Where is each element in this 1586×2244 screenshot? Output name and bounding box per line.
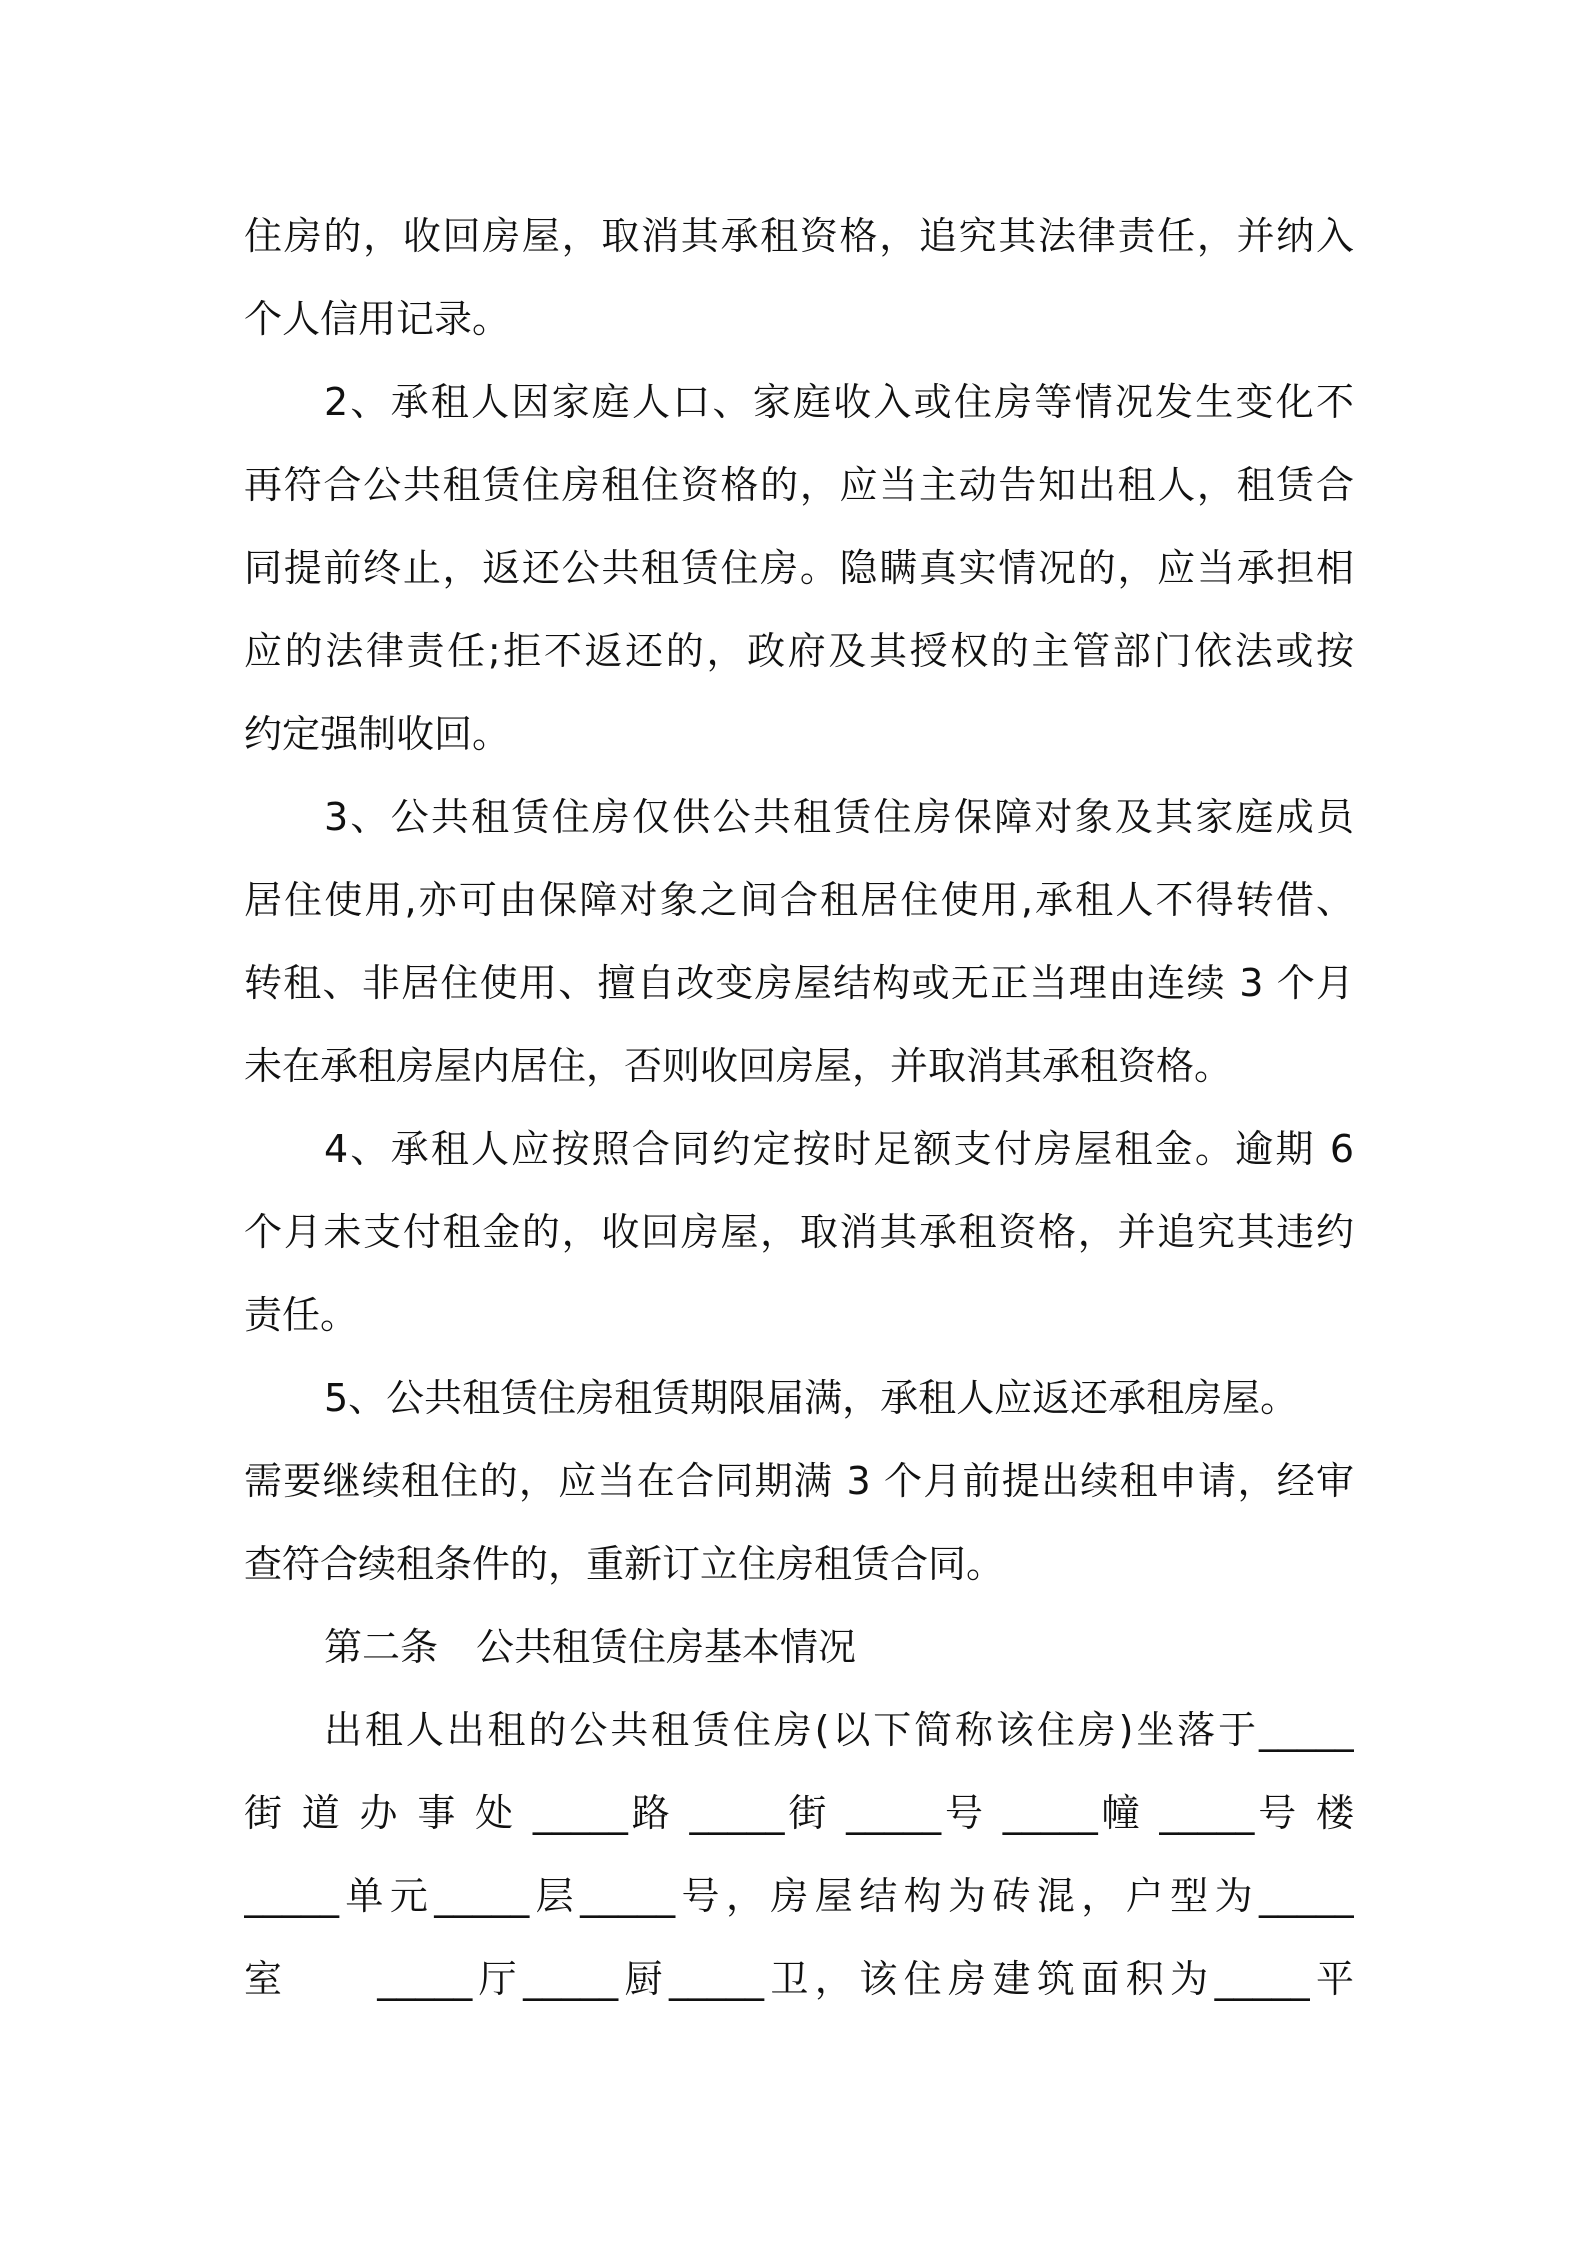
text-line: 查符合续租条件的，重新订立住房租赁合同。 bbox=[244, 1542, 1005, 1586]
text-line: 住房的，收回房屋，取消其承租资格，追究其法律责任，并纳入 bbox=[244, 214, 1354, 258]
text-line: 应的法律责任;拒不返还的，政府及其授权的主管部门依法或按 bbox=[244, 629, 1354, 673]
text-line: 责任。 bbox=[244, 1293, 359, 1337]
text-line: 个人信用记录。 bbox=[244, 297, 511, 341]
text-line: 约定强制收回。 bbox=[244, 712, 511, 756]
text-line: 同提前终止，返还公共租赁住房。隐瞒真实情况的，应当承担相 bbox=[244, 546, 1354, 590]
text-line: 需要继续租住的，应当在合同期满 3 个月前提出续租申请，经审 bbox=[244, 1459, 1354, 1503]
text-line: 个月未支付租金的，收回房屋，取消其承租资格，并追究其违约 bbox=[244, 1210, 1354, 1254]
text-line: _____单元_____层_____号，房屋结构为砖混，户型为_____ bbox=[244, 1874, 1354, 1918]
paragraph-5-line: 5、公共租赁住房租赁期限届满，承租人应返还承租房屋。 bbox=[324, 1376, 1299, 1420]
text-line: 室 _____厅_____厨_____卫，该住房建筑面积为_____平 bbox=[244, 1957, 1354, 2001]
text-line: 转租、非居住使用、擅自改变房屋结构或无正当理由连续 3 个月 bbox=[244, 961, 1354, 1005]
text-line: 未在承租房屋内居住，否则收回房屋，并取消其承租资格。 bbox=[244, 1044, 1233, 1088]
paragraph-3-line: 3、公共租赁住房仅供公共租赁住房保障对象及其家庭成员 bbox=[324, 795, 1354, 839]
text-line: 再符合公共租赁住房租住资格的，应当主动告知出租人，租赁合 bbox=[244, 463, 1354, 507]
paragraph-2-line: 2、承租人因家庭人口、家庭收入或住房等情况发生变化不 bbox=[324, 380, 1354, 424]
paragraph-4-line: 4、承租人应按照合同约定按时足额支付房屋租金。逾期 6 bbox=[324, 1127, 1354, 1171]
section-heading: 第二条 公共租赁住房基本情况 bbox=[324, 1625, 857, 1669]
address-paragraph-line: 出租人出租的公共租赁住房(以下简称该住房)坐落于_____ bbox=[324, 1708, 1354, 1752]
document-body bbox=[244, 195, 1354, 2021]
text-line: 街 道 办 事 处 _____路 _____街 _____号 _____幢 _____号 楼 bbox=[244, 1791, 1354, 1835]
text-line: 居住使用,亦可由保障对象之间合租居住使用,承租人不得转借、 bbox=[244, 878, 1354, 922]
